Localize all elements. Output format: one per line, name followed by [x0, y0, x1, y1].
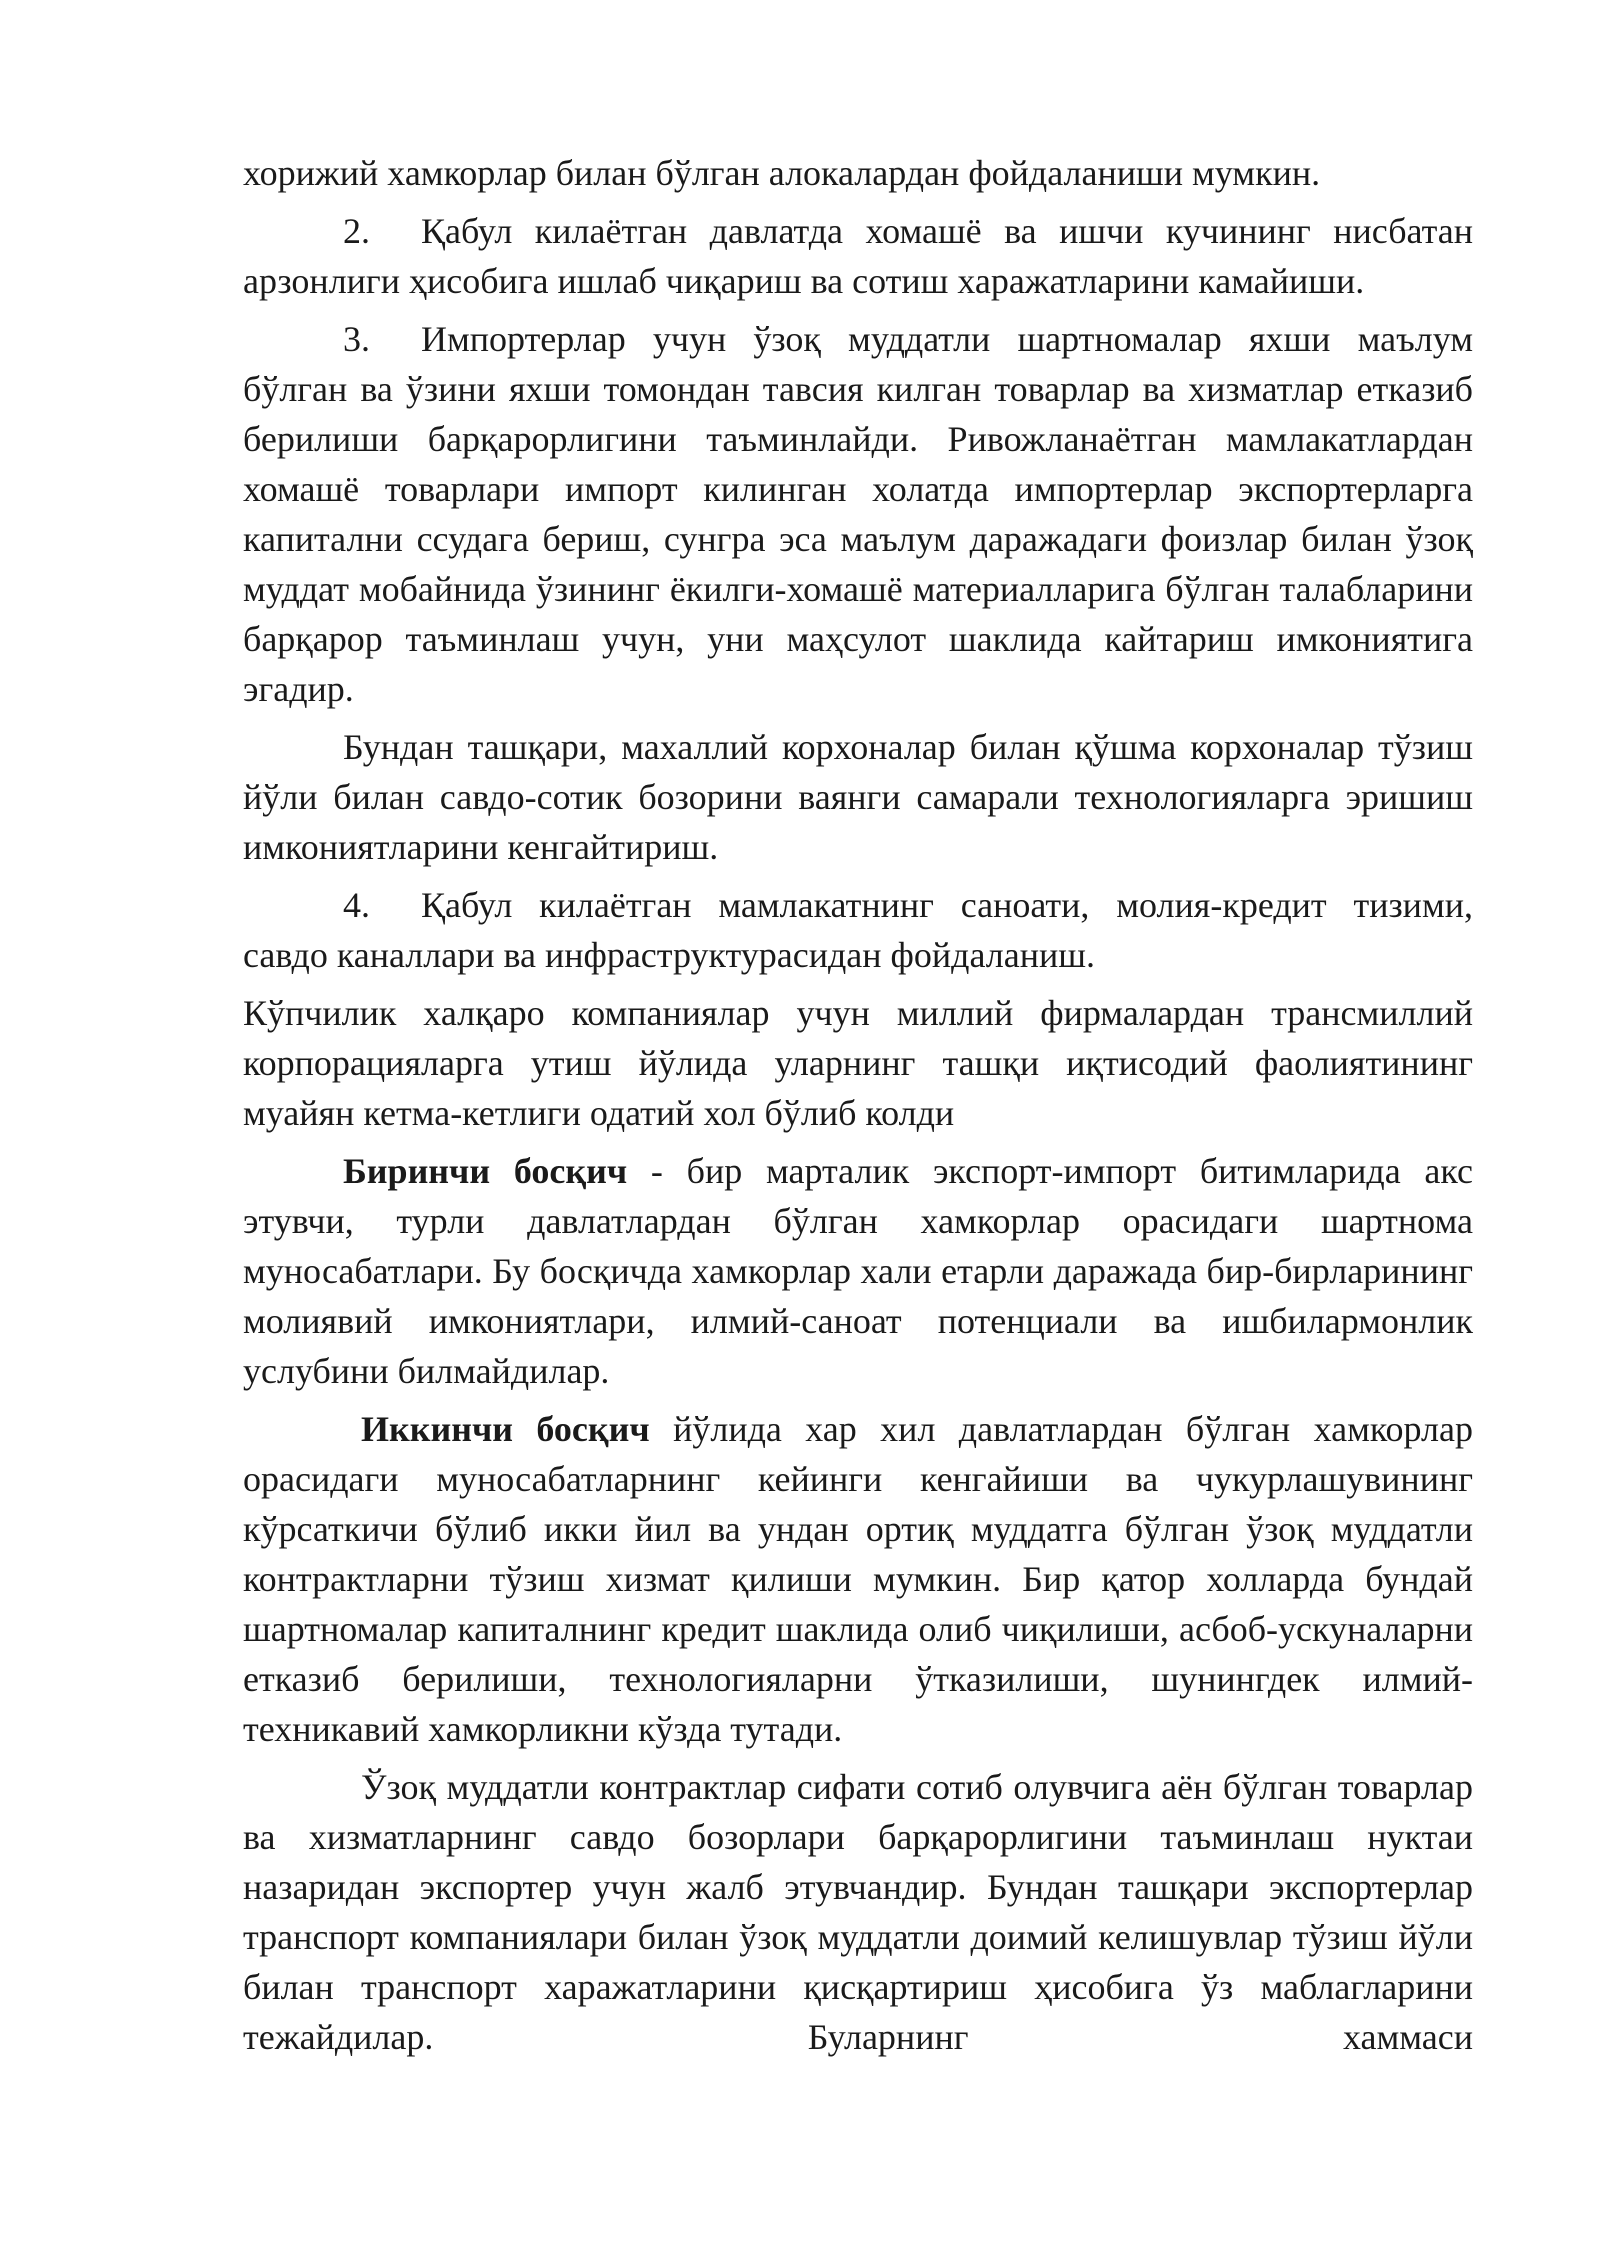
- paragraph-text: хорижий хамкорлар билан бўлган алокалардан фойдаланиши мумкин.: [243, 153, 1321, 193]
- paragraph-text: - бир марталик экспорт-импорт битимларида акс этувчи, турли давлатлардан бўлган хамкорлар орасидаги шартнома муносабатлари. Бу босқичда хамкорлар хали етарли даражада бир-бирларининг молиявий имкониятлари, илмий-саноат потенциали ва ишбилармонлик услубини билмайдилар.: [243, 1151, 1473, 1391]
- paragraph-long-term-contracts: [243, 1762, 1473, 2062]
- list-number: 2.: [343, 211, 370, 251]
- paragraph-text: Кўпчилик халқаро компаниялар учун миллий фирмалардан трансмиллий корпорацияларга утиш йўлида уларнинг ташқи иқтисодий фаолиятининг муайян кетма-кетлиги одатий хол бўлиб колди: [243, 993, 1473, 1133]
- paragraph-text: Қабул килаётган давлатда хомашё ва ишчи кучининг нисбатан арзонлиги ҳисобига ишлаб чиқариш ва сотиш харажатларини камайиши.: [243, 211, 1473, 301]
- paragraph-text: Импортерлар учун ўзоқ муддатли шартномалар яхши маълум бўлган ва ўзини яхши томондан тавсия килган товарлар ва хизматлар етказиб берилиши барқарорлигини таъминлайди. Ривожланаётган мамлакатлардан хомашё товарлари импорт килинган холатда импортерлар экспортерларга капитални ссудага бериш, сунгра эса маълум даражадаги фоизлар билан ўзоқ муддат мобайнида ўзининг ёкилги-хомашё материалларига бўлган талабларини барқарор таъминлаш учун, уни маҳсулот шаклида кайтариш имкониятига эгадир.: [243, 319, 1473, 709]
- numbered-paragraph-2: [243, 206, 1473, 306]
- paragraph-text: Ўзоқ муддатли контрактлар сифати сотиб олувчига аён бўлган товарлар ва хизматларнинг савдо бозорлари барқарорлигини таъминлаш нуктаи назаридан экспортер учун жалб этувчандир. Бундан ташқари экспортерлар транспорт компаниялари билан ўзоқ муддатли доимий келишувлар тўзиш йўли билан транспорт харажатларини қисқартириш ҳисобига ўз маблагларини тежайдилар. Буларнинг хаммаси: [243, 1767, 1473, 2057]
- paragraph-first-stage: [243, 1146, 1473, 1396]
- paragraph-moreover: [243, 722, 1473, 872]
- stage-heading: Иккинчи босқич: [361, 1409, 650, 1449]
- document-page: [243, 148, 1473, 2070]
- list-number: 4.: [343, 885, 370, 925]
- paragraph-text: Қабул килаётган мамлакатнинг саноати, молия-кредит тизими, савдо каналлари ва инфраструктурасидан фойдаланиш.: [243, 885, 1473, 975]
- list-number: 3.: [343, 319, 370, 359]
- paragraph-second-stage: [243, 1404, 1473, 1754]
- paragraph-continuation: [243, 148, 1473, 198]
- stage-heading: Биринчи босқич: [343, 1151, 628, 1191]
- paragraph-text: йўлида хар хил давлатлардан бўлган хамкорлар орасидаги муносабатларнинг кейинги кенгайиши ва чукурлашувининг кўрсаткичи бўлиб икки йил ва ундан ортиқ муддатга бўлган ўзоқ муддатли контрактларни тўзиш хизмат қилиши мумкин. Бир қатор холларда бундай шартномалар капиталнинг кредит шаклида олиб чиқилиши, асбоб-ускуналарни етказиб берилиши, технологияларни ўтказилиши, шунингдек илмий-техникавий хамкорликни кўзда тутади.: [243, 1409, 1473, 1749]
- numbered-paragraph-4: [243, 880, 1473, 980]
- numbered-paragraph-3: [243, 314, 1473, 714]
- paragraph-companies: [243, 988, 1473, 1138]
- paragraph-text: Бундан ташқари, махаллий корхоналар билан қўшма корхоналар тўзиш йўли билан савдо-сотик бозорини ваянги самарали технологияларга эришиш имкониятларини кенгайтириш.: [243, 727, 1473, 867]
